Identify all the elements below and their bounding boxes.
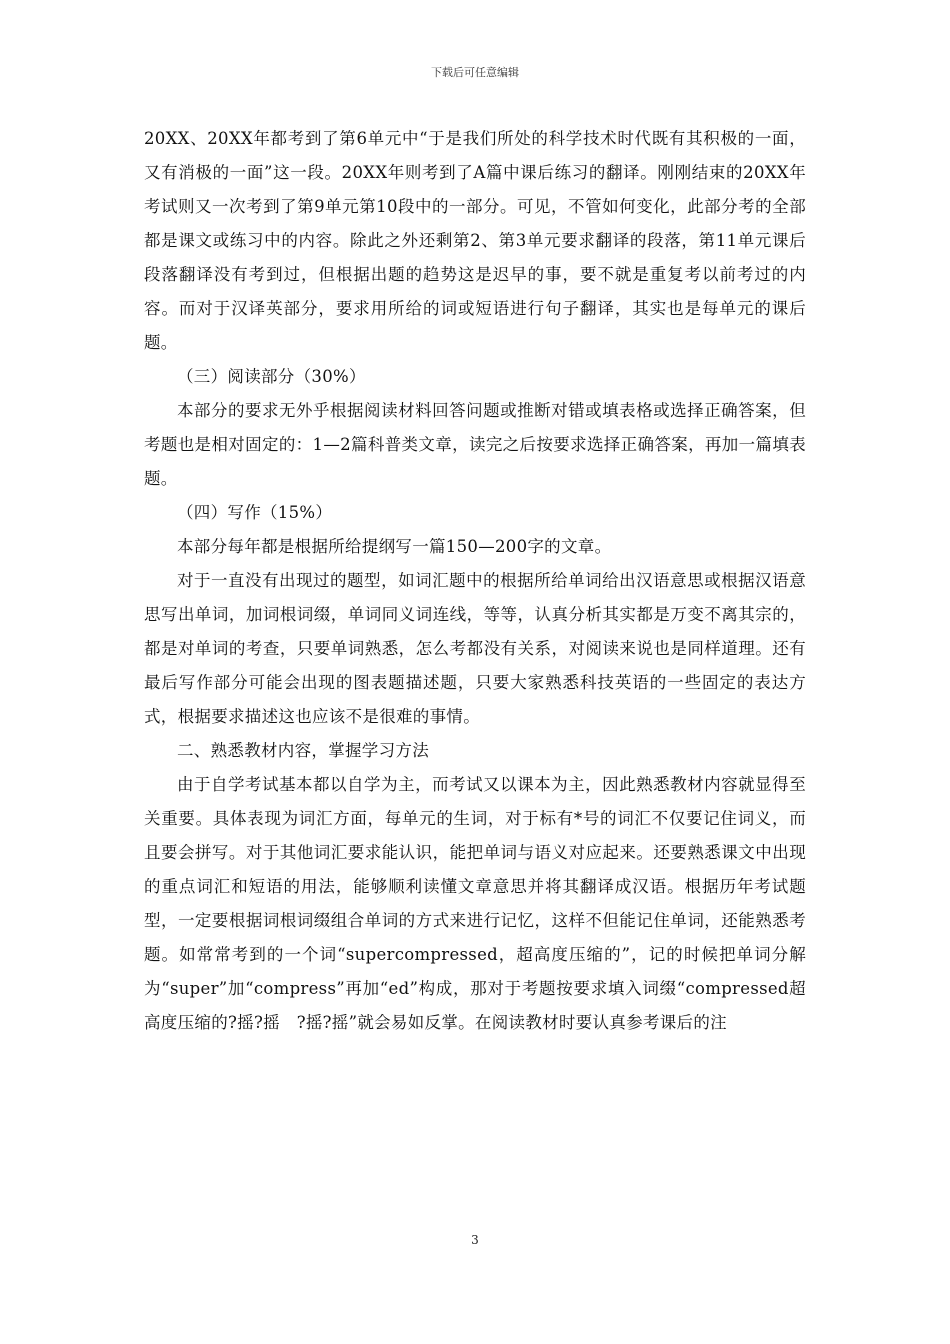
paragraph-reading: 本部分的要求无外乎根据阅读材料回答问题或推断对错或填表格或选择正确答案，但考题也是相对固定的：1—2篇科普类文章，读完之后按要求选择正确答案，再加一篇填表题。: [144, 401, 806, 488]
body-text: [144, 122, 806, 1040]
paragraph-writing: 本部分每年都是根据所给提纲写一篇150—200字的文章。: [177, 537, 612, 556]
paragraph-materials: 由于自学考试基本都以自学为主，而考试又以课本为主，因此熟悉教材内容就显得至关重要。具体表现为词汇方面，每单元的生词，对于标有*号的词汇不仅要记住词义，而且要会拼写。对于其他词汇要求能认识，能把单词与语义对应起来。还要熟悉课文中出现的重点词汇和短语的用法，能够顺利读懂文章意思并将其翻译成汉语。根据历年考试题型，一定要根据词根词缀组合单词的方式来进行记忆，这样不但能记住单词，还能熟悉考题。如常常考到的一个词“supercompressed，超高度压缩的”，记的时候把单词分解为“super”加“compress”再加“ed”构成，那对于考题按要求填入词缀“compressed超高度压缩的?摇?摇 ?摇?摇”就会易如反掌。在阅读教材时要认真参考课后的注: [144, 775, 806, 1032]
paragraph-translation-history: 20XX、20XX年都考到了第6单元中“于是我们所处的科学技术时代既有其积极的一面，又有消极的一面”这一段。20XX年则考到了A篇中课后练习的翻译。刚刚结束的20XX年考试则又一次考到了第9单元第10段中的一部分。可见，不管如何变化，此部分考的全部都是课文或练习中的内容。除此之外还剩第2、第3单元要求翻译的段落，第11单元课后段落翻译没有考到过，但根据出题的趋势这是迟早的事，要不就是重复考以前考过的内容。而对于汉译英部分，要求用所给的词或短语进行句子翻译，其实也是每单元的课后题。: [144, 129, 806, 352]
section-heading-reading: （三）阅读部分（30%）: [177, 367, 366, 386]
page-header: 下载后可任意编辑: [431, 66, 519, 79]
section-heading-writing: （四）写作（15%）: [177, 503, 333, 522]
section-heading-materials: 二、熟悉教材内容，掌握学习方法: [177, 741, 429, 760]
page-number: 3: [471, 1233, 479, 1247]
paragraph-question-types: 对于一直没有出现过的题型，如词汇题中的根据所给单词给出汉语意思或根据汉语意思写出单词，加词根词缀，单词同义词连线，等等，认真分析其实都是万变不离其宗的，都是对单词的考查，只要单词熟悉，怎么考都没有关系，对阅读来说也是同样道理。还有最后写作部分可能会出现的图表题描述题，只要大家熟悉科技英语的一些固定的表达方式，根据要求描述这也应该不是很难的事情。: [144, 571, 806, 726]
